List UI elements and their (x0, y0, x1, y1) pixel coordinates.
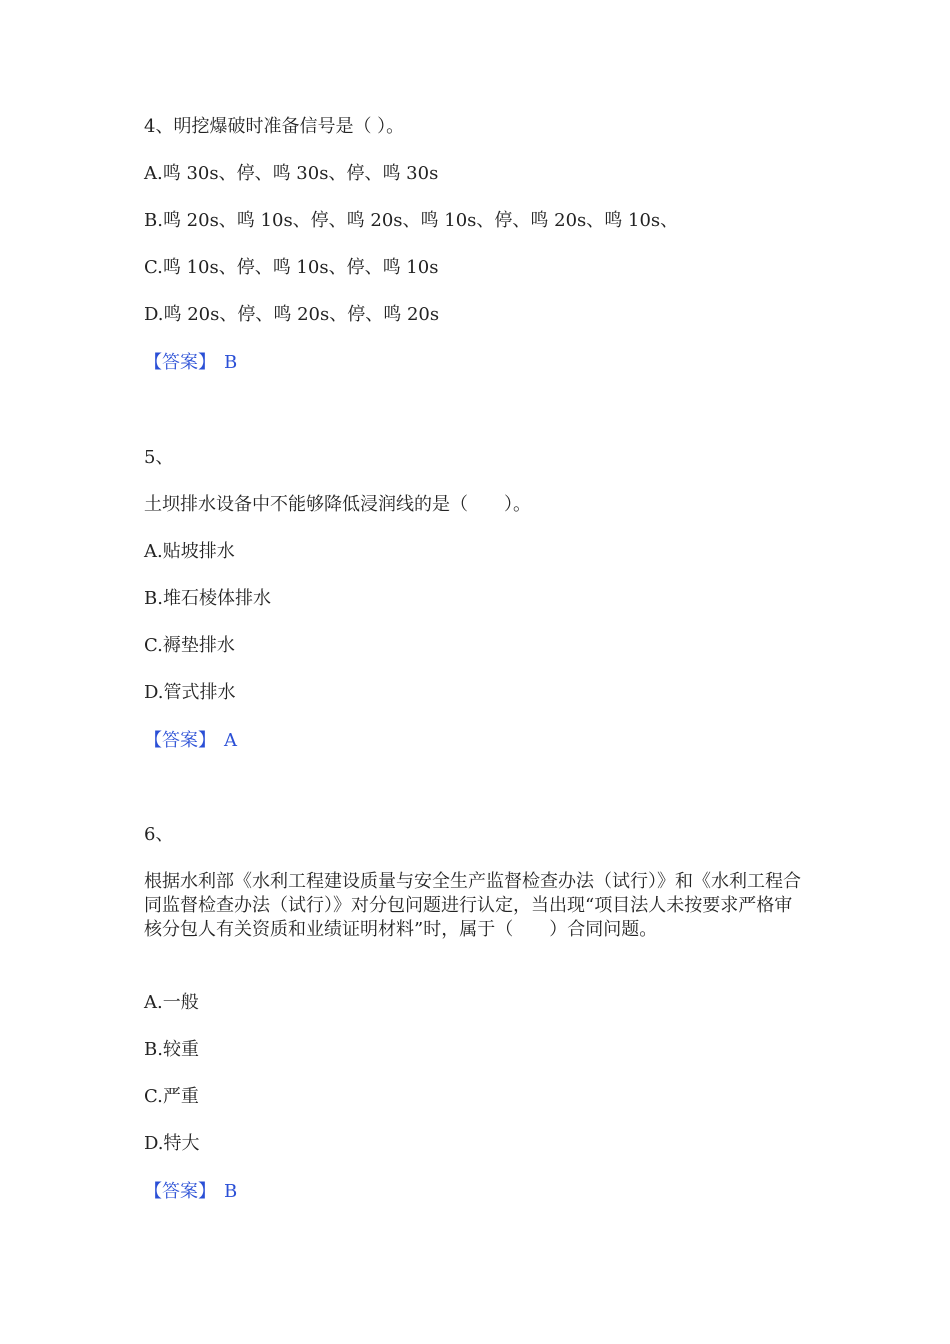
answer-tag: 【答案】 (144, 1181, 216, 1202)
question-5-answer (144, 730, 237, 752)
question-5-option-a: A.贴坡排水 (144, 541, 235, 562)
question-4-option-b: B.鸣 20s、鸣 10s、停、鸣 20s、鸣 10s、停、鸣 20s、鸣 10s、 (144, 210, 679, 231)
question-6-option-a: A.一般 (144, 992, 199, 1013)
question-6-answer (144, 1181, 237, 1203)
question-6-stem: 根据水利部《水利工程建设质量与安全生产监督检查办法（试行）》和《水利工程合同监督检查办法（试行）》对分包问题进行认定，当出现“项目法人未按要求严格审核分包人有关资质和业绩证明材料”时，属于（ ）合同问题。 (144, 871, 801, 940)
question-6-option-d: D.特大 (144, 1133, 200, 1154)
question-5-option-d: D.管式排水 (144, 682, 236, 703)
question-6-number: 6、 (144, 824, 174, 845)
question-4-option-c: C.鸣 10s、停、鸣 10s、停、鸣 10s (144, 257, 439, 278)
answer-tag: 【答案】 (144, 352, 216, 373)
question-6-option-b: B.较重 (144, 1039, 199, 1060)
answer-value: A (224, 730, 237, 751)
question-4-stem: 4、明挖爆破时准备信号是（ ）。 (144, 116, 405, 137)
answer-tag: 【答案】 (144, 730, 216, 751)
question-5-option-b: B.堆石棱体排水 (144, 588, 271, 609)
question-6-option-c: C.严重 (144, 1086, 199, 1107)
answer-value: B (224, 1181, 238, 1202)
question-4-option-d: D.鸣 20s、停、鸣 20s、停、鸣 20s (144, 304, 440, 325)
question-5-option-c: C.褥垫排水 (144, 635, 235, 656)
question-4-option-a: A.鸣 30s、停、鸣 30s、停、鸣 30s (144, 163, 439, 184)
question-5-stem: 土坝排水设备中不能够降低浸润线的是（ ）。 (144, 494, 531, 515)
question-5-number: 5、 (144, 447, 174, 468)
answer-value: B (224, 352, 238, 373)
question-4-answer (144, 352, 237, 374)
